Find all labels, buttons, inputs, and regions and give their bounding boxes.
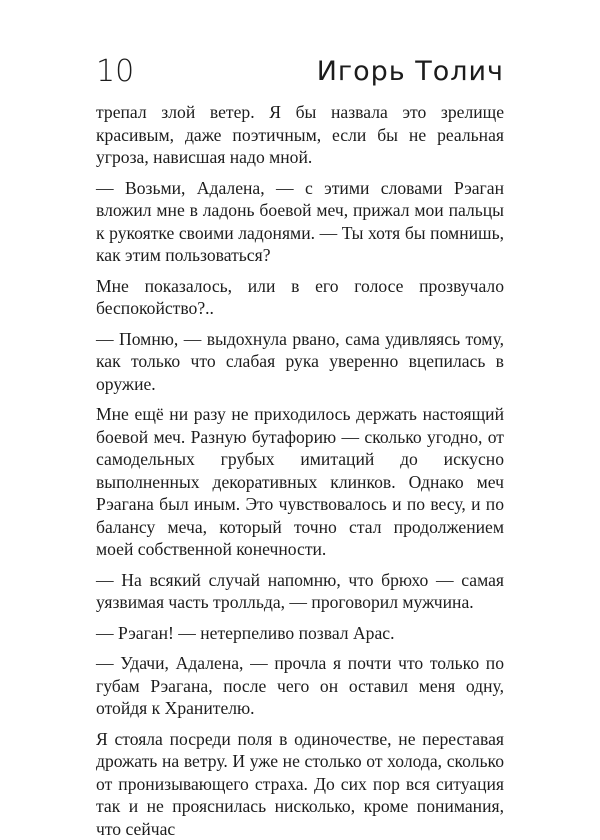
running-header [96, 50, 504, 94]
paragraph: трепал злой ветер. Я бы назвала это зрелище красивым, даже поэтичным, если бы не реальная угроза, нависшая надо мной. [96, 101, 504, 169]
paragraph: — Рэаган! — нетерпеливо позвал Арас. [96, 622, 504, 645]
paragraph: — Помню, — выдохнула рвано, сама удивляясь тому, как только что слабая рука уверенно вцепилась в оружие. [96, 328, 504, 396]
paragraph: — Возьми, Адалена, — с этими словами Рэаган вложил мне в ладонь боевой меч, прижал мои пальцы к рукоятке своими ладонями. — Ты хотя бы помнишь, как этим пользоваться? [96, 177, 504, 267]
author-name: Игорь Толич [317, 50, 504, 94]
body-text [96, 101, 504, 840]
page-number: 10 [96, 50, 134, 94]
paragraph: Мне ещё ни разу не приходилось держать настоящий боевой меч. Разную бутафорию — сколько угодно, от самодельных грубых имитаций до искусно выполненных декоративных клинков. Однако меч Рэагана был иным. Это чувствовалось и по весу, и по балансу меча, который точно стал продолжением моей собственной конечности. [96, 403, 504, 561]
paragraph: Мне показалось, или в его голосе прозвучало беспокойство?.. [96, 275, 504, 320]
paragraph: — Удачи, Адалена, — прочла я почти что только по губам Рэагана, после чего он оставил меня одну, отойдя к Хранителю. [96, 652, 504, 720]
paragraph: Я стояла посреди поля в одиночестве, не переставая дрожать на ветру. И уже не столько от холода, сколько от пронизывающего страха. До сих пор вся ситуация так и не прояснилась нисколько, кроме понимания, что сейчас [96, 728, 504, 840]
paragraph: — На всякий случай напомню, что брюхо — самая уязвимая часть тролльда, — проговорил мужчина. [96, 569, 504, 614]
